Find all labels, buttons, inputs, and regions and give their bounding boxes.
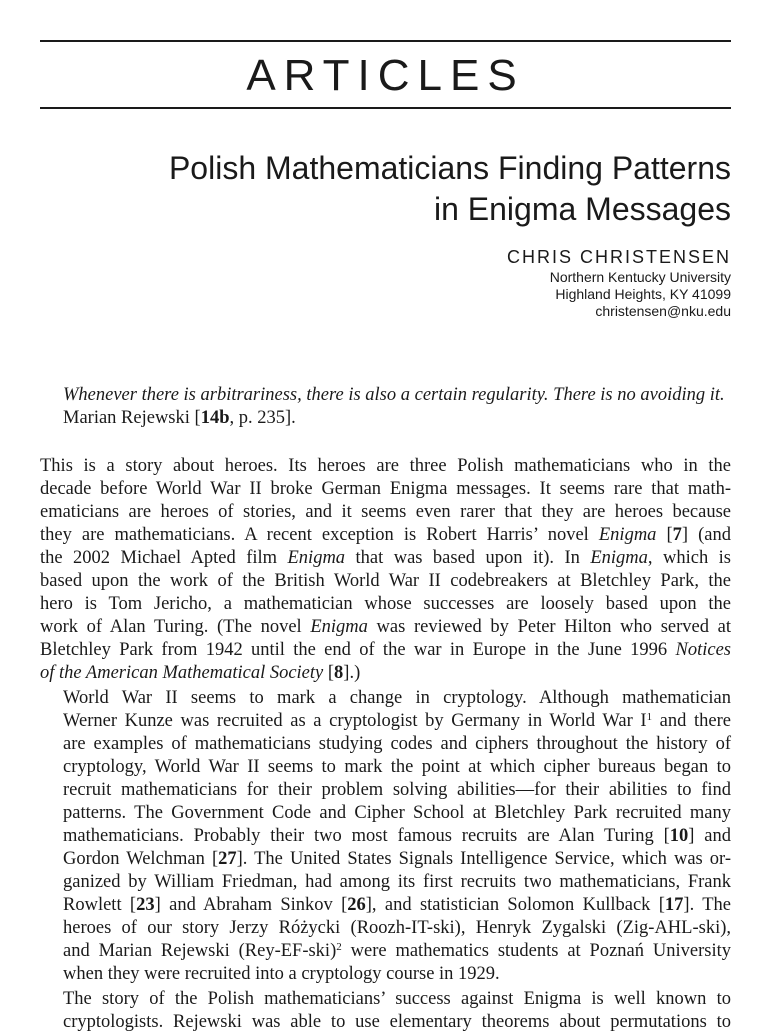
section-heading: ARTICLES	[246, 51, 525, 100]
text-line: hero is Tom Jericho, a mathematician whose successes are loosely based upon the	[40, 594, 731, 614]
epigraph-quote: Whenever there is arbitrariness, there is also a certain regularity. There is no avoiding it.	[63, 385, 725, 405]
text-line: are examples of mathematicians studying codes and ciphers throughout the history of	[63, 734, 731, 754]
text-line: the 2002 Michael Apted film Enigma that was based upon it). In Enigma, which is	[40, 548, 731, 568]
paragraph-2	[40, 687, 731, 986]
epigraph-attribution: Marian Rejewski [	[63, 408, 201, 428]
citation-ref[interactable]: 10	[669, 826, 689, 846]
text-line: they are mathematicians. A recent exception is Robert Harris’ novel Enigma [7] (and	[40, 525, 731, 545]
epigraph-page: , p. 235].	[229, 408, 296, 428]
text-line: cryptology, World War II seems to mark the point at which cipher bureaus began to	[63, 757, 731, 777]
text-line: ganized by William Friedman, had among its first recruits two mathematicians, Frank	[63, 872, 731, 892]
text-line: Werner Kunze was recruited as a cryptologist by Germany in World War $I^1$ and there	[63, 711, 731, 731]
article-body	[40, 455, 731, 1034]
author-name: CHRIS CHRISTENSEN	[506, 247, 731, 267]
article-title	[81, 148, 731, 230]
citation-ref[interactable]: 17	[664, 895, 684, 915]
text-line: This is a story about heroes. Its heroes are three Polish mathematicians who in the	[40, 456, 731, 476]
author-institution: Northern Kentucky University	[549, 269, 731, 285]
citation-ref[interactable]: 26	[347, 895, 366, 915]
citation-ref[interactable]: 8	[334, 663, 344, 683]
text-line: decade before World War II broke German Enigma messages. It seems rare that math-	[40, 479, 731, 499]
text-line: The story of the Polish mathematicians’ success against Enigma is well known to	[63, 989, 731, 1009]
author-city: Highland Heights, KY 41099	[555, 286, 731, 302]
text-line: Gordon Welchman [27]. The United States Signals Intelligence Service, which was or-	[63, 849, 731, 869]
text-line: and Marian Rejewski $(Rey-EF-ski)^2$ were mathematics students at Poznań University	[63, 941, 732, 961]
title-line-2: in Enigma Messages	[433, 191, 731, 227]
citation-ref[interactable]: 27	[218, 849, 237, 869]
bottom-rule	[40, 107, 731, 109]
paragraph-1	[40, 455, 731, 685]
text-line: based upon the work of the British World War II codebreakers at Bletchley Park, the	[40, 571, 731, 591]
author-email[interactable]: christensen@nku.edu	[595, 303, 731, 319]
footnote-marker[interactable]: 2	[336, 941, 342, 953]
epigraph-ref[interactable]: 14b	[200, 408, 230, 428]
text-line: ematicians are heroes of stories, and it seems even rarer that they are heroes because	[40, 502, 731, 522]
text-line: when they were recruited into a cryptology course in 1929.	[63, 964, 500, 984]
text-line: Rowlett [23] and Abraham Sinkov [26], and statistician Solomon Kullback [17]. The	[63, 895, 731, 915]
text-line: work of Alan Turing. (The novel Enigma was reviewed by Peter Hilton who served at	[40, 617, 731, 637]
paragraph-3	[40, 988, 731, 1034]
title-line-1: Polish Mathematicians Finding Patterns	[168, 150, 731, 186]
top-rule	[40, 40, 731, 42]
text-line: cryptologists. Rejewski was able to use elementary theorems about permutations to	[63, 1012, 731, 1032]
text-line: World War II seems to mark a change in cryptology. Although mathematician	[63, 688, 731, 708]
citation-ref[interactable]: 7	[672, 525, 682, 545]
text-line: of the American Mathematical Society [8].)	[40, 663, 361, 683]
text-line: Bletchley Park from 1942 until the end of the war in Europe in the June 1996 Notices	[40, 640, 731, 660]
citation-ref[interactable]: 23	[136, 895, 155, 915]
text-line: patterns. The Government Code and Cipher School at Bletchley Park recruited many	[63, 803, 731, 823]
author-block	[507, 245, 731, 320]
text-line: recruit mathematicians for their problem solving abilities—for their abilities to find	[63, 780, 731, 800]
epigraph	[63, 384, 731, 430]
text-line: heroes of our story Jerzy Różycki (Roozh-IT-ski), Henryk Zygalski (Zig-AHL-ski),	[63, 918, 731, 938]
text-line: mathematicians. Probably their two most famous recruits are Alan Turing [10] and	[63, 826, 731, 846]
footnote-marker[interactable]: 1	[646, 711, 653, 723]
